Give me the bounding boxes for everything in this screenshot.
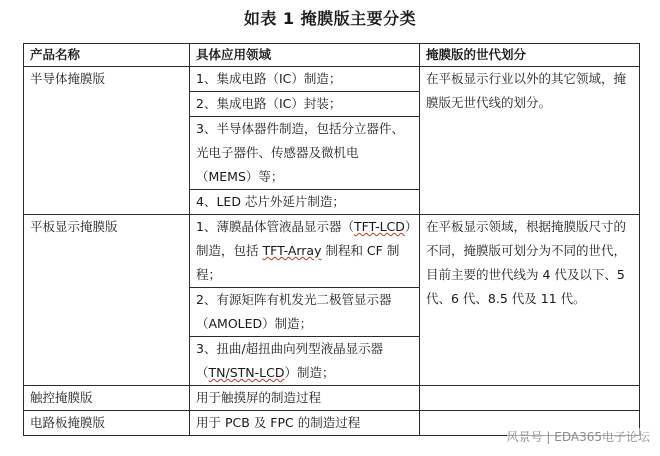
application-cell: 2、集成电路（IC）封装； [190, 92, 420, 117]
app-text: ）制造，包括 [196, 219, 412, 258]
header-row [24, 44, 640, 67]
application-cell: 3、半导体器件制造，包括分立器件、光电子器件、传感器及微机电（MEMS）等； [190, 117, 420, 190]
app-text: 制程和 CF 制程； [196, 243, 400, 282]
application-cell: 2、有源矩阵有机发光二极管显示器（AMOLED）制造； [190, 288, 420, 337]
app-text: 1、薄膜晶体管液晶显示器（ [196, 219, 354, 234]
generation-semiconductor: 在平板显示行业以外的其它领域，掩膜版无世代线的划分。 [420, 67, 640, 215]
product-touch: 触控掩膜版 [24, 386, 190, 411]
product-circuit-board: 电路板掩膜版 [24, 411, 190, 436]
table-row [24, 386, 640, 411]
header-generation: 掩膜版的世代划分 [420, 44, 640, 67]
application-cell: 1、集成电路（IC）制造； [190, 67, 420, 92]
mask-classification-table [23, 43, 640, 436]
table-row [24, 215, 640, 288]
product-flat-panel: 平板显示掩膜版 [24, 215, 190, 386]
application-cell [190, 337, 420, 386]
application-cell [190, 215, 420, 288]
product-semiconductor: 半导体掩膜版 [24, 67, 190, 215]
table-row [24, 67, 640, 92]
generation-empty [420, 386, 640, 411]
generation-flat-panel: 在平板显示领域，根据掩膜版尺寸的不同，掩膜版可划分为不同的世代，目前主要的世代线为 4 代及以下、5 代、6 代、8.5 代及 11 代。 [420, 215, 640, 386]
application-cell: 用于触摸屏的制造过程 [190, 386, 420, 411]
header-product-name: 产品名称 [24, 44, 190, 67]
app-text: 3、扭曲/超扭曲向列型液晶显示器（ [196, 341, 384, 380]
header-application: 具体应用领域 [190, 44, 420, 67]
application-cell: 用于 PCB 及 FPC 的制造过程 [190, 411, 420, 436]
application-cell: 4、LED 芯片外延片制造； [190, 190, 420, 215]
term-tn-stn-lcd: TN/STN-LCD [208, 365, 285, 380]
app-text: ）制造； [284, 365, 335, 380]
table-title: 如表 1 掩膜版主要分类 [243, 9, 417, 28]
term-tft-array: TFT-Array [262, 243, 322, 258]
watermark: 风景号 | EDA365电子论坛 [506, 430, 650, 444]
term-tft-lcd: TFT-LCD [353, 219, 405, 234]
